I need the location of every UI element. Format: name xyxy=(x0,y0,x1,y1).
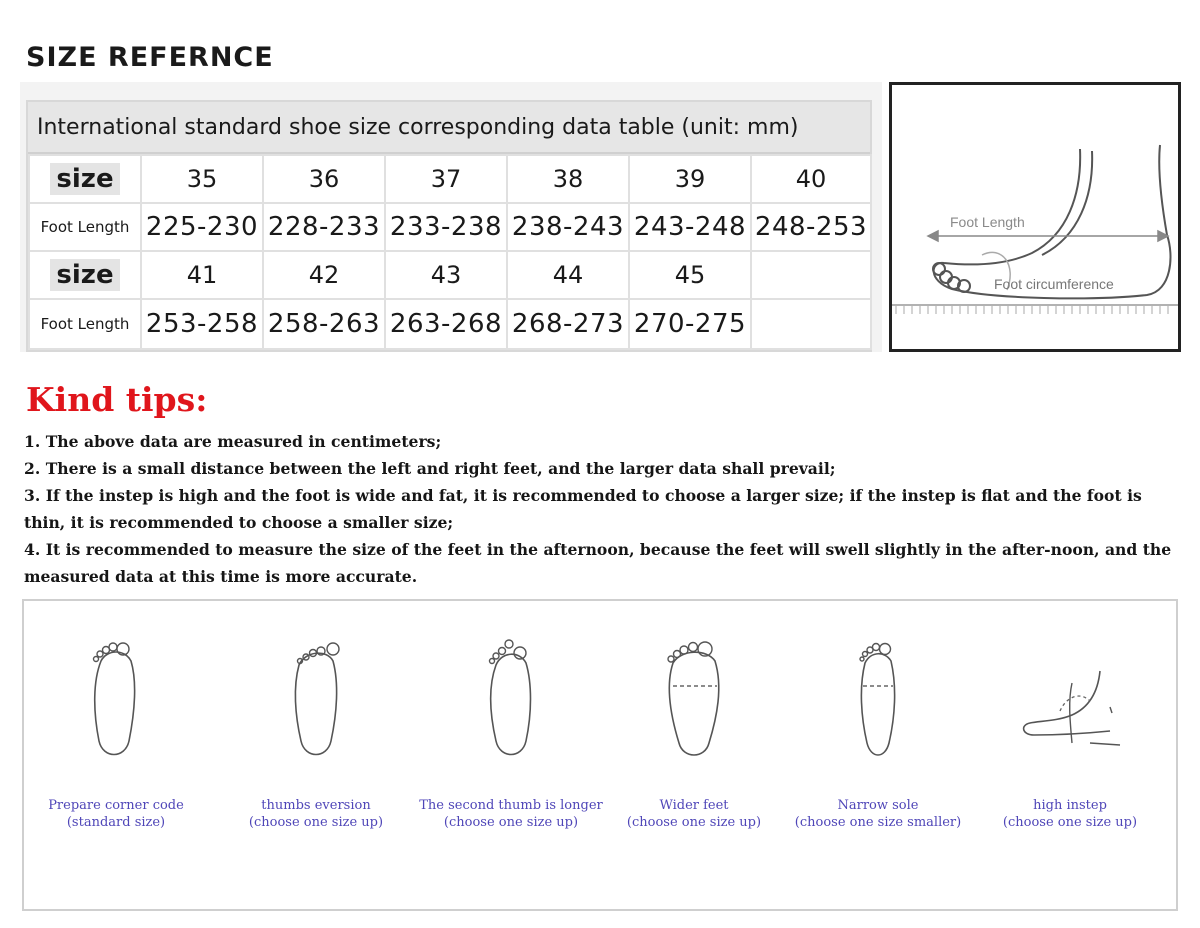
size-cell: 42 xyxy=(263,251,385,299)
foot-length-label: Foot Length xyxy=(29,299,141,349)
foot-type-thumb-eversion xyxy=(216,631,416,871)
foot-type-high-instep xyxy=(970,631,1170,871)
foot-type-caption xyxy=(778,797,978,831)
foot-type-long-second-toe xyxy=(411,631,611,871)
foot-type-name: high instep xyxy=(1033,798,1107,813)
length-cell: 268-273 xyxy=(507,299,629,349)
foot-types-panel xyxy=(22,599,1178,911)
length-cell: 228-233 xyxy=(263,203,385,251)
size-label-cell xyxy=(29,251,141,299)
size-cell: 44 xyxy=(507,251,629,299)
foot-type-caption xyxy=(16,797,216,831)
table-caption: International standard shoe size corresponding data table (unit: mm) xyxy=(28,102,870,154)
size-cell: 41 xyxy=(141,251,263,299)
thumb-eversion-foot-icon xyxy=(281,631,351,761)
size-cell: 37 xyxy=(385,155,507,203)
length-cell: 243-248 xyxy=(629,203,751,251)
foot-circumference-diagram-label: Foot circumference xyxy=(994,276,1114,292)
foot-type-note: (choose one size up) xyxy=(1002,815,1138,830)
length-cell: 263-268 xyxy=(385,299,507,349)
length-cell: 253-258 xyxy=(141,299,263,349)
high-instep-foot-icon xyxy=(1010,631,1130,761)
length-cell: 258-263 xyxy=(263,299,385,349)
foot-type-wider xyxy=(594,631,794,871)
foot-type-name: thumbs eversion xyxy=(261,798,371,813)
length-row-1 xyxy=(29,203,871,251)
foot-length-diagram-label: Foot Length xyxy=(950,214,1025,230)
length-cell: 238-243 xyxy=(507,203,629,251)
size-table xyxy=(26,100,872,352)
length-cell xyxy=(751,299,871,349)
size-row-2 xyxy=(29,251,871,299)
size-row-1 xyxy=(29,155,871,203)
page-title: SIZE REFERNCE xyxy=(26,42,274,73)
foot-type-note: (standard size) xyxy=(66,815,166,830)
size-cell: 45 xyxy=(629,251,751,299)
foot-type-caption xyxy=(594,797,794,831)
tip-item: 3. If the instep is high and the foot is wide and fat, it is recommended to choose a larger size; if the instep is flat and the foot is thin, it is recommended to choose a smaller size; xyxy=(24,486,1142,532)
tip-item: 4. It is recommended to measure the size of the feet in the afternoon, because the feet will swell slightly in the after-noon, and the measured data at this time is more accurate. xyxy=(24,540,1172,586)
length-cell: 233-238 xyxy=(385,203,507,251)
foot-type-note: (choose one size up) xyxy=(248,815,384,830)
size-cell: 38 xyxy=(507,155,629,203)
foot-measure-diagram xyxy=(889,82,1181,352)
size-label-cell xyxy=(29,155,141,203)
size-label: size xyxy=(50,259,119,291)
size-cell: 39 xyxy=(629,155,751,203)
size-grid xyxy=(28,154,872,350)
foot-length-label: Foot Length xyxy=(29,203,141,251)
foot-type-caption xyxy=(216,797,416,831)
foot-type-caption xyxy=(411,797,611,831)
foot-measure-illustration xyxy=(892,85,1178,349)
standard-foot-icon xyxy=(81,631,151,761)
long-second-toe-foot-icon xyxy=(476,631,546,761)
tips-heading: Kind tips: xyxy=(26,380,208,419)
length-cell: 248-253 xyxy=(751,203,871,251)
foot-type-name: Narrow sole xyxy=(837,798,919,813)
size-cell: 35 xyxy=(141,155,263,203)
size-cell xyxy=(751,251,871,299)
size-cell: 40 xyxy=(751,155,871,203)
foot-type-note: (choose one size up) xyxy=(626,815,762,830)
foot-type-name: Wider feet xyxy=(659,798,729,813)
foot-type-note: (choose one size smaller) xyxy=(794,815,962,830)
length-row-2 xyxy=(29,299,871,349)
length-cell: 270-275 xyxy=(629,299,751,349)
size-label: size xyxy=(50,163,119,195)
tip-item: 1. The above data are measured in centimeters; xyxy=(24,432,442,451)
foot-type-caption xyxy=(970,797,1170,831)
narrow-foot-icon xyxy=(843,631,913,761)
foot-type-note: (choose one size up) xyxy=(443,815,579,830)
tip-item: 2. There is a small distance between the left and right feet, and the larger data shall prevail; xyxy=(24,459,836,478)
tips-list xyxy=(24,428,1174,590)
size-cell: 36 xyxy=(263,155,385,203)
foot-type-name: The second thumb is longer xyxy=(419,798,603,813)
foot-type-narrow xyxy=(778,631,978,871)
wide-foot-icon xyxy=(659,631,729,761)
size-cell: 43 xyxy=(385,251,507,299)
foot-type-name: Prepare corner code xyxy=(48,798,184,813)
length-cell: 225-230 xyxy=(141,203,263,251)
foot-type-standard xyxy=(16,631,216,871)
size-table-block xyxy=(20,82,882,352)
